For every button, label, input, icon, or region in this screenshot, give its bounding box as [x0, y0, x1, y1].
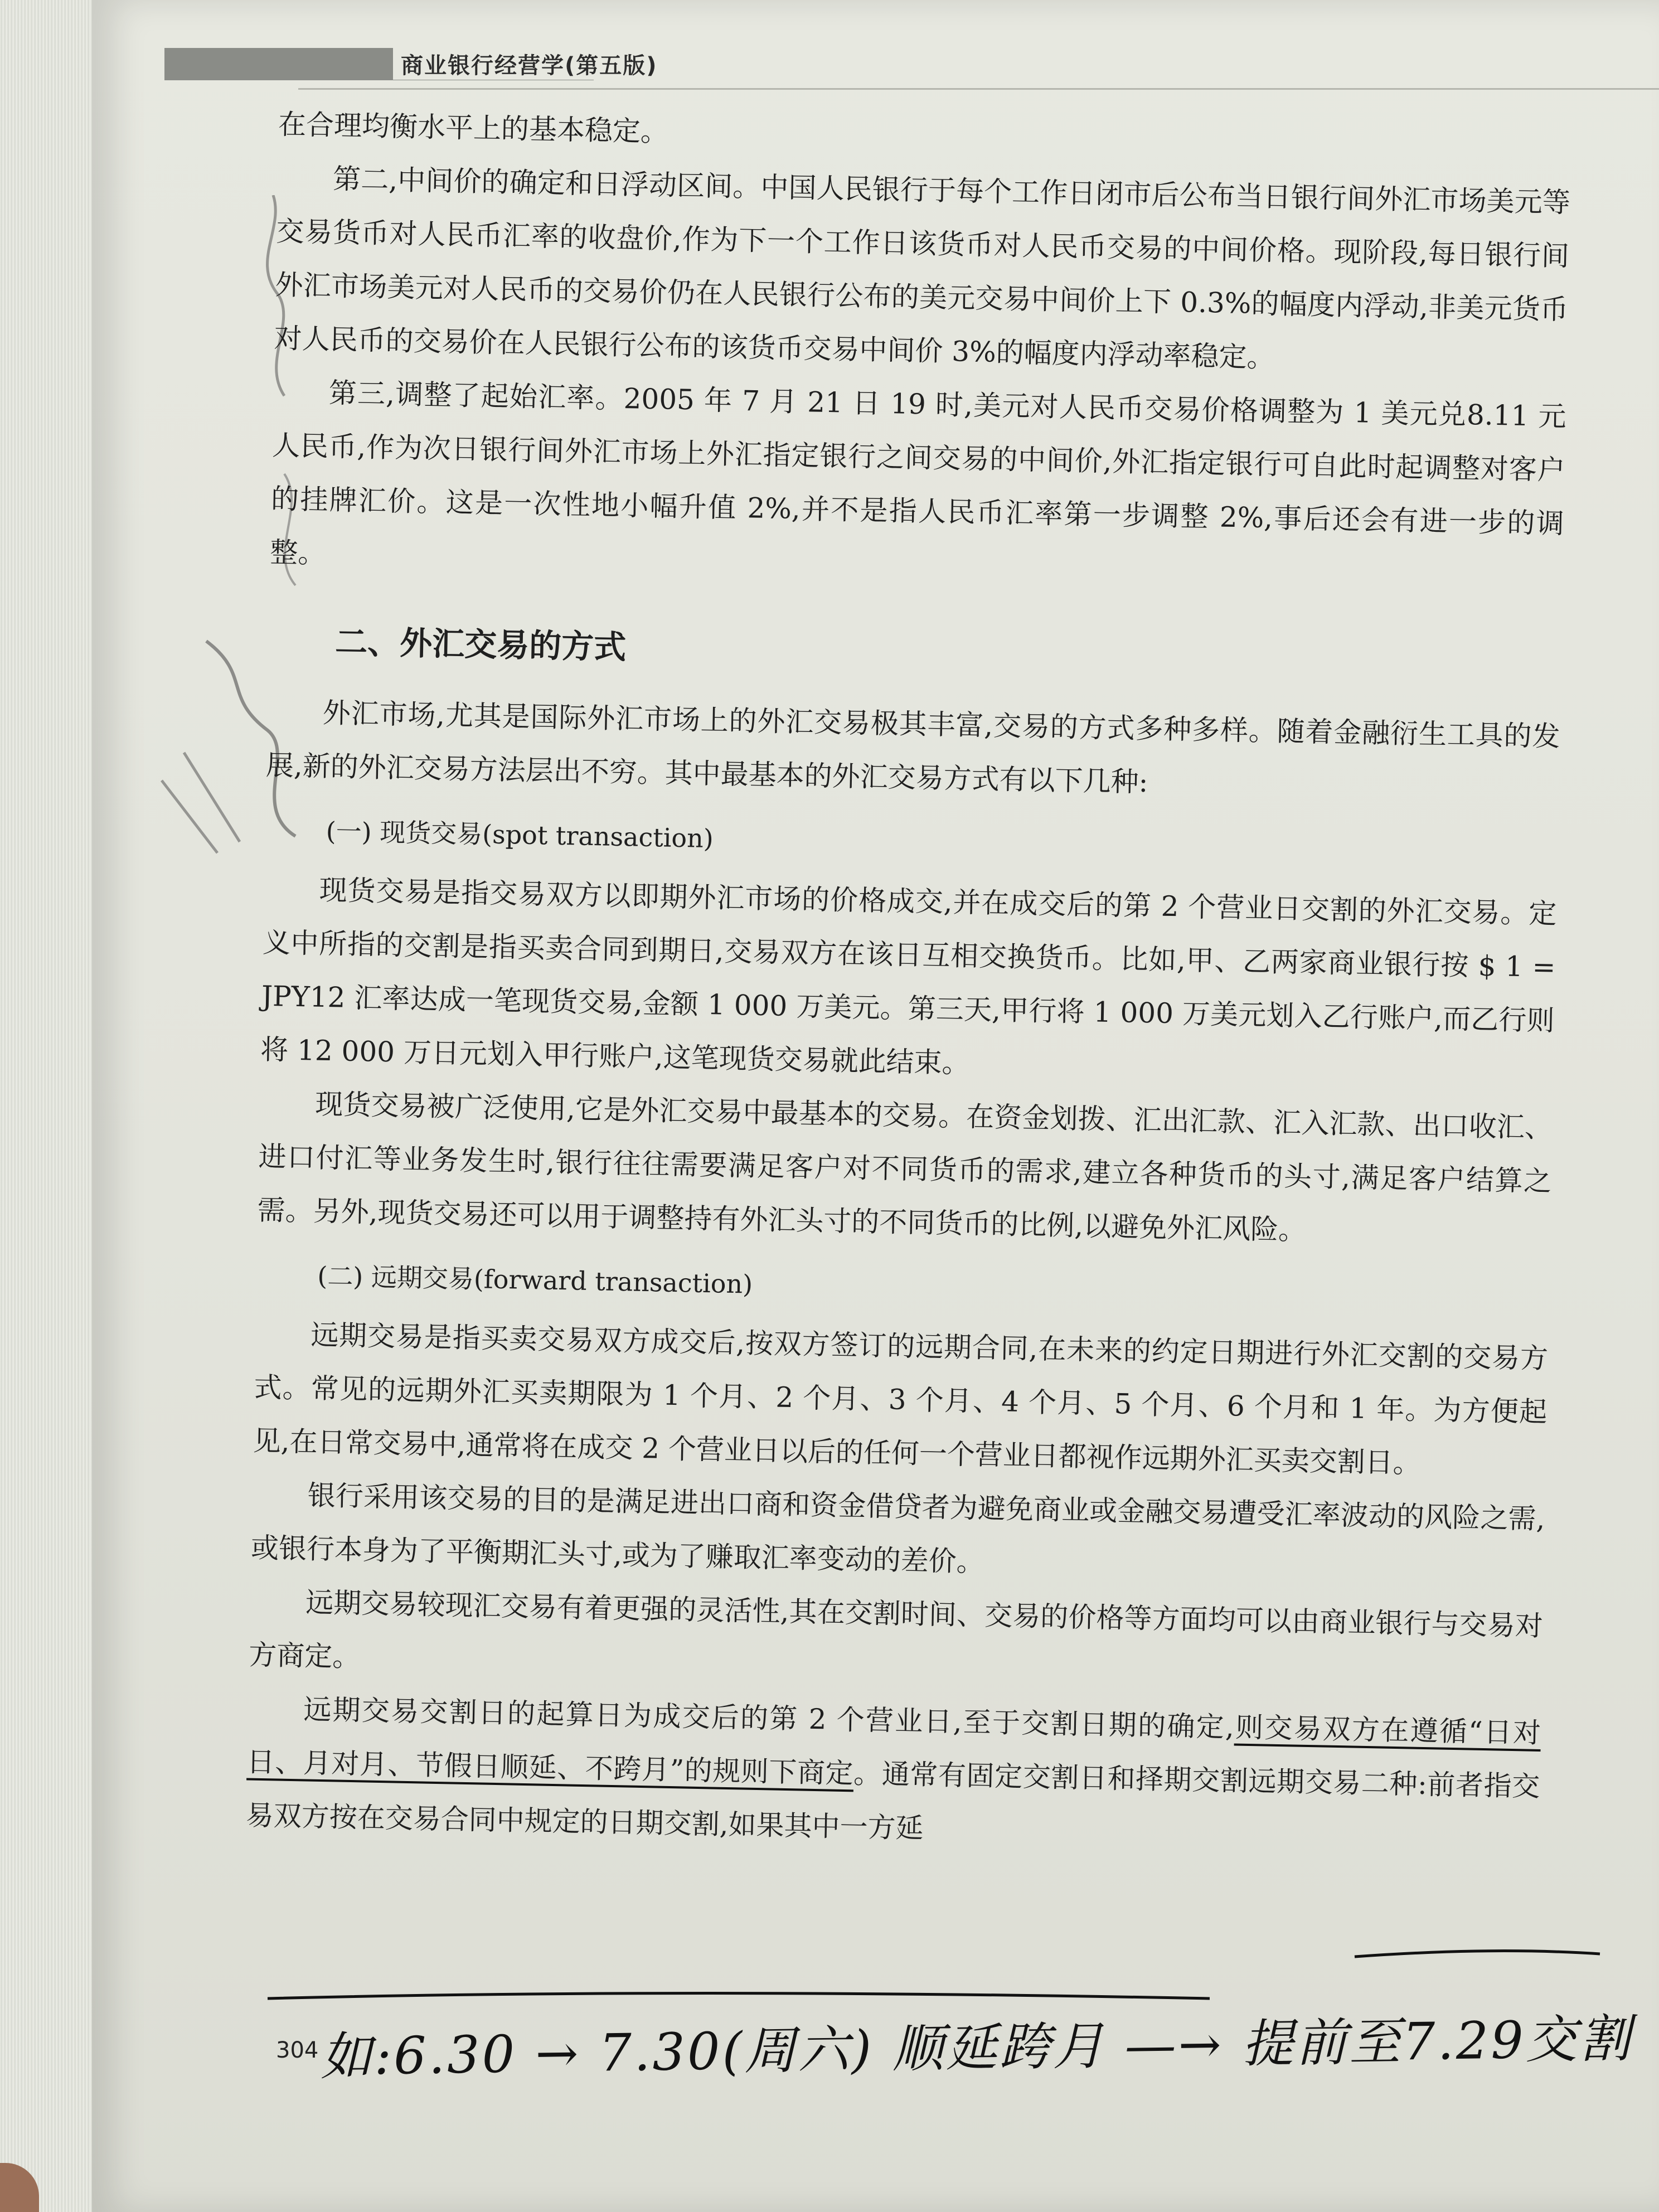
text-run: 远期交易交割日的起算日为成交后的第 2 个营业日,至于交割日期的确定, [303, 1693, 1235, 1744]
paragraph: 外汇市场,尤其是国际外汇市场上的外汇交易极其丰富,交易的方式多种多样。随着金融衍生工具的发展,新的外汇交易方法层出不穷。其中最基本的外汇交易方式有以下几种: [265, 696, 1560, 799]
paragraph-last [245, 1681, 1541, 1866]
paragraph: 远期交易是指买卖交易双方成交后,按双方签订的远期合同,在未来的约定日期进行外汇交割的交易方式。常见的远期外汇买卖期限为 1 个月、2 个月、3 个月、4 个月、5 个月、6 个月和 1 年。为方便起见,在日常交易中,通常将在成交 2 个营业日以后的任何一个营业日都视作远期外汇买卖交割日。 [253, 1318, 1549, 1479]
page-number: 304 [276, 2038, 319, 2063]
handwritten-underlined-text: 则交易双方在遵循“日对日、月对月、节假日顺延、不跨月”的规则下商定 [246, 1711, 1541, 1792]
paragraph: 现货交易被广泛使用,它是外汇交易中最基本的交易。在资金划拨、汇出汇款、汇入汇款、出口收汇、进口付汇等业务发生时,银行往往需要满足客户对不同货币的需求,建立各种货币的头寸,满足客户结算之需。另外,现货交易还可以用于调整持有外汇头寸的不同货币的比例,以避免外汇风险。 [257, 1088, 1553, 1246]
page-body [245, 98, 1572, 1867]
page-edge-stack [0, 0, 96, 2212]
running-head [298, 21, 1659, 90]
pen-underline-mark [262, 1946, 1611, 2001]
handwritten-note: 如:6.30 → 7.30(周六) 顺延跨月 —→ 提前至7.29交割 [320, 2009, 1633, 2087]
paragraph: 第二,中间价的确定和日浮动区间。中国人民银行于每个工作日闭市后公布当日银行间外汇市场美元等交易货币对人民币汇率的收盘价,作为下一个工作日该货币对人民币交易的中间价格。现阶段,每日银行间外汇市场美元对人民币的交易价仍在人民银行公布的美元交易中间价上下 0.3%的幅度内浮动,非美元货币对人民币的交易价在人民银行公布的该货币交易中间价 3%的幅度内浮动率稳定。 [274, 162, 1571, 374]
paragraph: 银行采用该交易的目的是满足进出口商和资金借贷者为避免商业或金融交易遭受汇率波动的风险之需,或银行本身为了平衡期汇头寸,或为了赚取汇率变动的差价。 [250, 1479, 1546, 1578]
section-heading: 二、外汇交易的方式 [334, 623, 627, 667]
paragraph: 远期交易较现汇交易有着更强的灵活性,其在交割时间、交易的价格等方面均可以由商业银行与交易对方商定。 [248, 1586, 1544, 1673]
running-head-title: 商业银行经营学(第五版) [393, 48, 666, 80]
paragraph: 在合理均衡水平上的基本稳定。 [278, 108, 669, 148]
paragraph: 现货交易是指交易双方以即期外汇市场的价格成交,并在成交后的第 2 个营业日交割的外汇交易。定义中所指的交割是指买卖合同到期日,交易双方在该日互相交换货币。比如,甲、乙两家商业银行按 $ 1 = JPY12 汇率达成一笔现货交易,金额 1 000 万美元。第三天,甲行将 1 000 万美元划入乙行账户,而乙行则将 12 000 万日元划入甲行账户,这笔现货交易就此结束。 [260, 874, 1557, 1080]
text-run: 。通常有固定交割日和择期交割远期交易二种:前者指交易双方按在交易合同中规定的日期交割,如果其中一方延 [245, 1757, 1540, 1845]
subsection-heading-forward: (二) 远期交易(forward transaction) [317, 1260, 753, 1299]
subsection-heading-spot: (一) 现货交易(spot transaction) [326, 816, 714, 854]
paragraph: 第三,调整了起始汇率。2005 年 7 月 21 日 19 时,美元对人民币交易价格调整为 1 美元兑8.11 元人民币,作为次日银行间外汇市场上外汇指定银行之间交易的中间价,外汇指定银行可自此时起调整对客户的挂牌汇价。这是一次性地小幅升值 2%,并不是指人民币汇率第一步调整 2%,事后还会有进一步的调整。 [269, 376, 1566, 570]
